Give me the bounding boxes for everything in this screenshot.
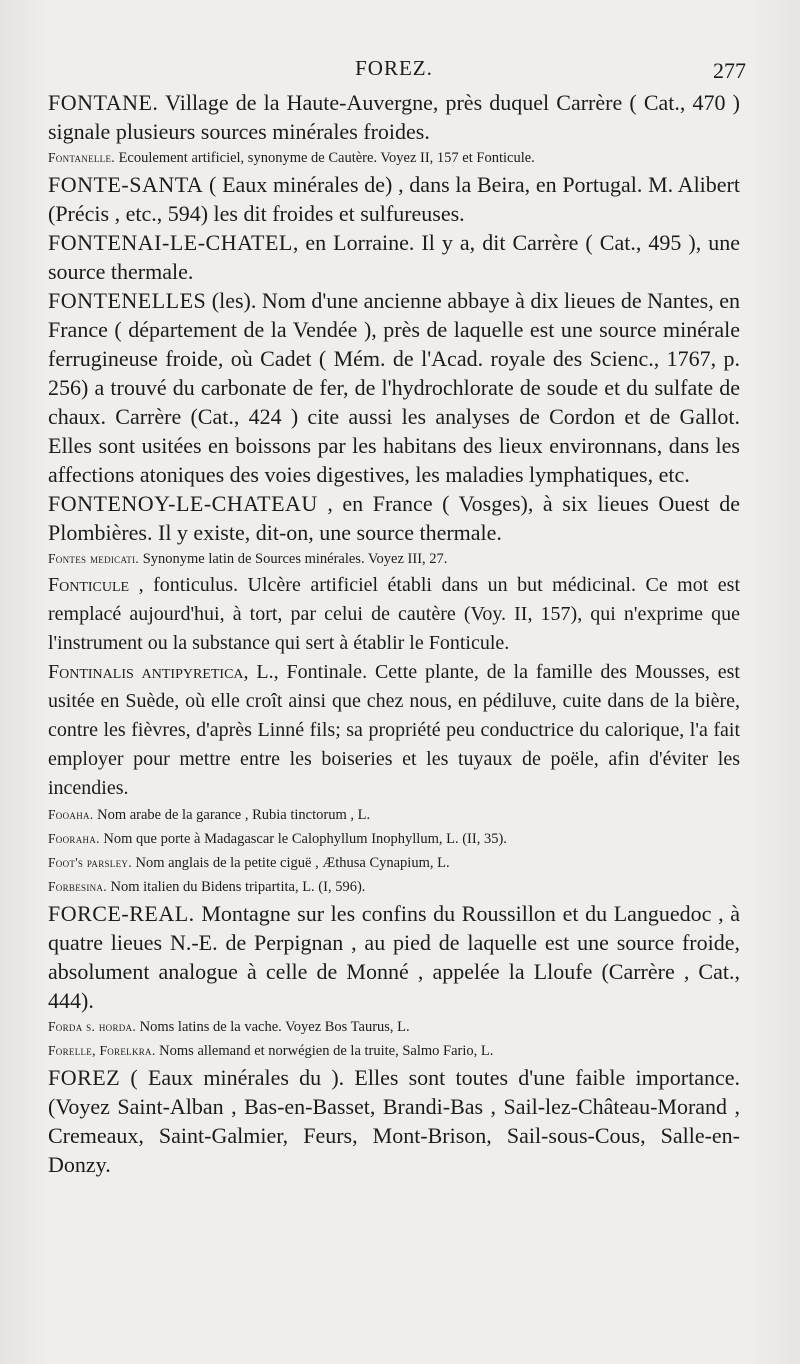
entry-text: Synonyme latin de Sources minérales. Voyez III, 27. xyxy=(139,551,448,567)
entry-text: , en Lorraine. Il y a, dit Carrère ( Cat., 495 ), une source thermale. xyxy=(48,230,740,284)
entry-fonte-santa xyxy=(48,170,740,228)
entry-headword: Fonticule xyxy=(48,574,130,596)
entry-text: Village de la Haute-Auvergne, près duquel Carrère ( Cat., 470 ) signale plusieurs sources minérales froides. xyxy=(48,90,740,144)
entry-headword: Foot's parsley. xyxy=(48,855,132,870)
entry-text: Ecoulement artificiel, synonyme de Cautère. Voyez II, 157 et Fonticule. xyxy=(114,150,535,166)
entry-fontenai xyxy=(48,228,740,286)
entry-headword: Forbesina. xyxy=(48,879,107,894)
entry-forez xyxy=(48,1063,740,1179)
entry-fontane xyxy=(48,88,740,146)
entry-headword: FONTANE. xyxy=(48,90,159,115)
running-title: FOREZ. xyxy=(355,56,433,80)
dictionary-entries xyxy=(48,88,740,1179)
entry-headword: FORCE-REAL. xyxy=(48,901,195,926)
entry-headword: FONTENAI-LE-CHATEL xyxy=(48,230,293,255)
entry-fontinalis xyxy=(48,658,740,803)
entry-text: Montagne sur les confins du Roussillon et du Languedoc , à quatre lieues N.-E. de Perpignan , au pied de laquelle est une source froide, absolument analogue à celle de Monné , appelée la Lloufe (Carrère , Cat., 444). xyxy=(48,901,740,1013)
entry-headword: Forda s. horda. xyxy=(48,1019,137,1034)
page-number: 277 xyxy=(713,58,746,83)
entry-headword: FOREZ xyxy=(48,1065,121,1090)
entry-fonticule xyxy=(48,571,740,658)
entry-forda xyxy=(48,1015,740,1039)
entry-headword: FONTE-SANTA xyxy=(48,172,204,197)
entry-headword: FONTENOY-LE-CHATEAU xyxy=(48,491,318,516)
entry-text: Nom que porte à Madagascar le Calophyllum Inophyllum, L. (II, 35). xyxy=(99,831,507,847)
entry-fontenelles xyxy=(48,286,740,489)
entry-headword: Fontanelle. xyxy=(48,150,115,165)
entry-text: ( Eaux minérales de) , dans la Beira, en Portugal. M. Alibert (Précis , etc., 594) les dit froides et sulfureuses. xyxy=(48,172,740,226)
entry-text: , fonticulus. Ulcère artificiel établi dans un but médicinal. Ce mot est remplacé aujourd'hui, à tort, par celui de cautère (Voy. II, 157), qui n'exprime que l'instrument ou la substance qui sert à établir le Fonticule. xyxy=(48,574,740,654)
entry-text: Nom anglais de la petite ciguë , Æthusa Cynapium, L. xyxy=(131,855,450,871)
entry-text: Nom italien du Bidens tripartita, L. (I, 596). xyxy=(106,879,366,895)
entry-headword: Fontinalis antipyretica xyxy=(48,661,244,683)
entry-headword: FONTENELLES xyxy=(48,288,207,313)
entry-headword: Fooaha. xyxy=(48,807,94,822)
entry-fooraha xyxy=(48,827,740,851)
entry-force-real xyxy=(48,899,740,1015)
entry-text: Nom arabe de la garance , Rubia tinctorum , L. xyxy=(93,807,371,823)
entry-forbesina xyxy=(48,875,740,899)
entry-forelle xyxy=(48,1039,740,1063)
entry-text: Noms allemand et norwégien de la truite, Salmo Fario, L. xyxy=(155,1043,494,1059)
entry-text: ( Eaux minérales du ). Elles sont toutes d'une faible importance. (Voyez Saint-Alban , Bas-en-Basset, Brandi-Bas , Sail-lez-Château-Morand , Cremeaux, Saint-Galmier, Feurs, Mont-Brison, Sail-sous-Cous, Salle-en-Donzy. xyxy=(48,1065,740,1177)
entry-fooaha xyxy=(48,803,740,827)
entry-headword: Fontes medicati. xyxy=(48,551,140,566)
entry-fontenoy xyxy=(48,489,740,547)
entry-text: Noms latins de la vache. Voyez Bos Taurus, L. xyxy=(136,1019,410,1035)
entry-headword: Fooraha. xyxy=(48,831,100,846)
entry-text: (les). Nom d'une ancienne abbaye à dix lieues de Nantes, en France ( département de la Vendée ), près de laquelle est une source minérale ferrugineuse froide, où Cadet ( Mém. de l'Acad. royale des Scienc., 1767, p. 256) a trouvé du carbonate de fer, de l'hydrochlorate de soude et du sulfate de chaux. Carrère (Cat., 424 ) cite aussi les analyses de Cordon et de Gallot. Elles sont usitées en boissons par les habitans des lieux environnans, dans les affections atoniques des voies digestives, les maladies lymphatiques, etc. xyxy=(48,288,740,487)
entry-text: , en France ( Vosges), à six lieues Ouest de Plombières. Il y existe, dit-on, une source thermale. xyxy=(48,491,740,545)
entry-fontes-medicati xyxy=(48,547,740,571)
entry-foots-parsley xyxy=(48,851,740,875)
entry-headword: Forelle, Forelkra. xyxy=(48,1043,156,1058)
entry-text: , L., Fontinale. Cette plante, de la famille des Mousses, est usitée en Suède, où elle croît ainsi que chez nous, en pédiluve, cuite dans de la bière, contre les fièvres, d'après Linné fils; sa propriété peu conductrice du calorique, l'a fait employer pour mettre entre les boiseries et les tuyaux de poële, afin d'éviter les incendies. xyxy=(48,661,740,799)
running-head xyxy=(48,56,746,84)
entry-fontanelle xyxy=(48,146,740,170)
